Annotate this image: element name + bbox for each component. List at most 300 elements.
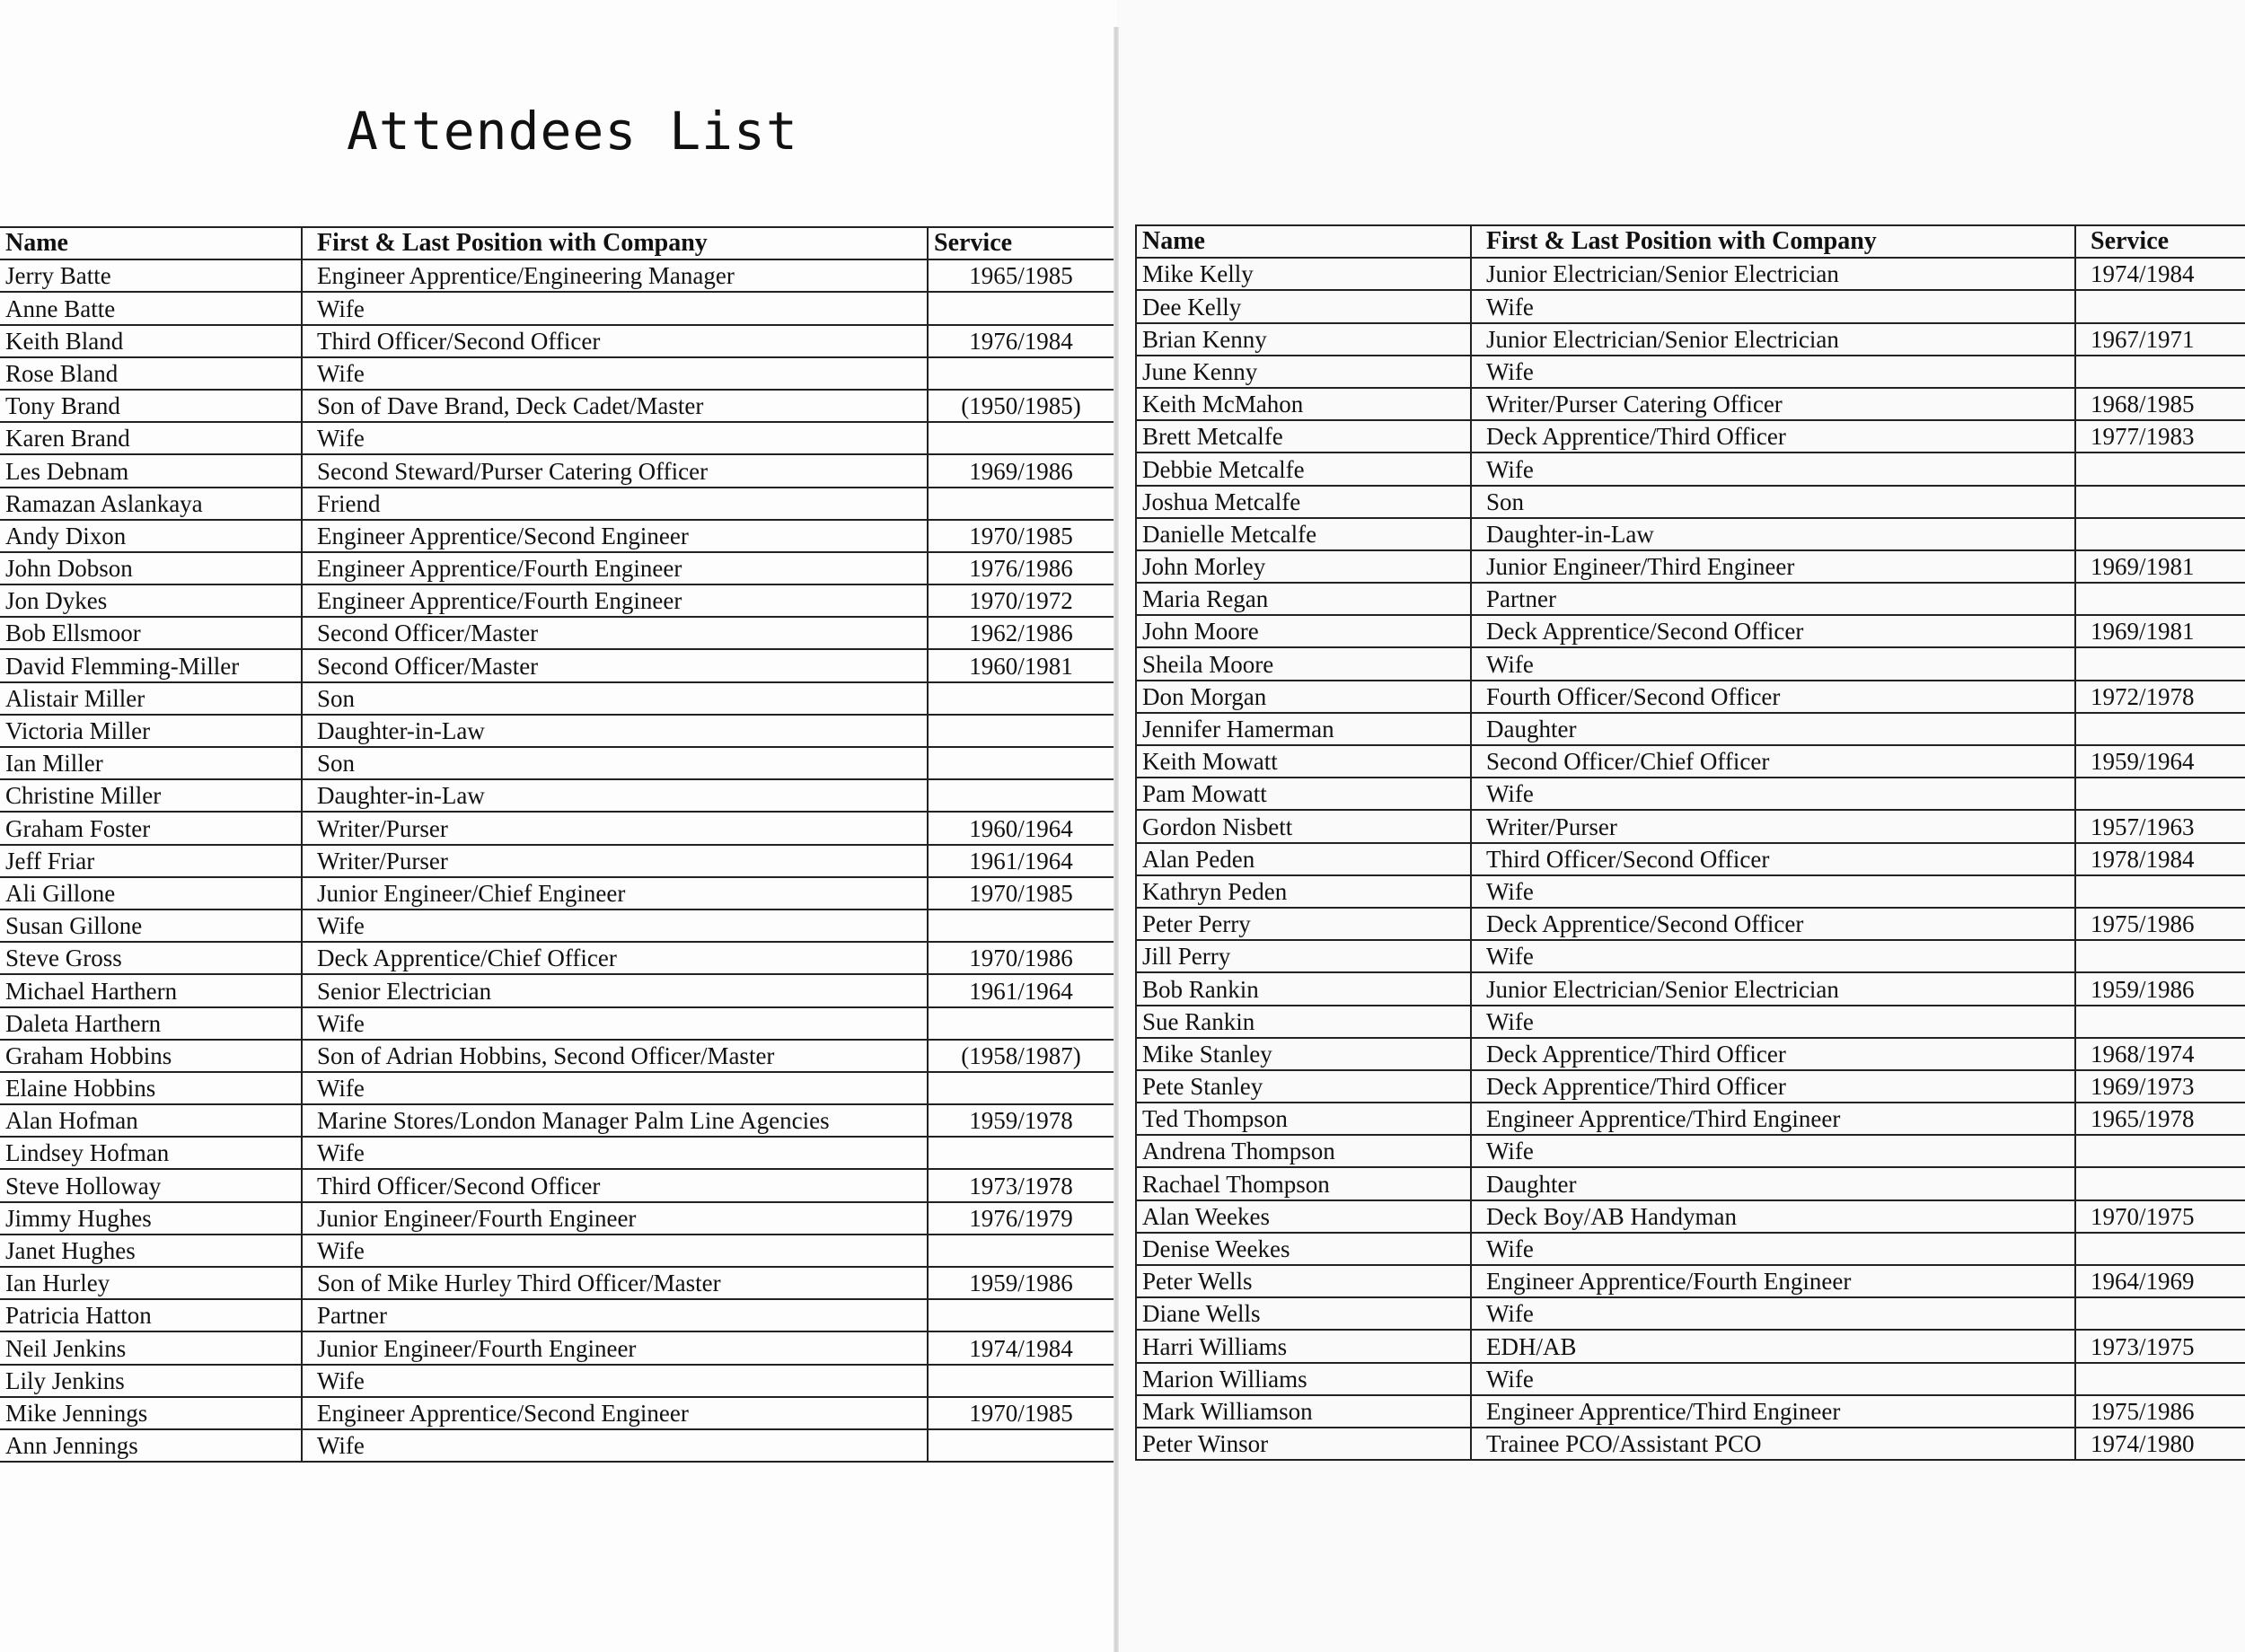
attendee-service: [2075, 1233, 2245, 1265]
table-row: [0, 617, 1114, 649]
attendee-position: Writer/Purser Catering Officer: [1471, 388, 2075, 420]
attendee-service: (1950/1985): [928, 390, 1114, 422]
table-header-row: [1136, 225, 2245, 258]
table-row: [1136, 778, 2245, 810]
table-row: [0, 520, 1114, 552]
attendee-position: Junior Engineer/Chief Engineer: [302, 877, 928, 909]
table-row: [1136, 420, 2245, 453]
attendee-name: Maria Regan: [1136, 583, 1471, 615]
attendee-position: Deck Apprentice/Third Officer: [1471, 1070, 2075, 1103]
attendee-position: Friend: [302, 488, 928, 520]
attendee-service: [2075, 1363, 2245, 1395]
attendee-name: Graham Hobbins: [0, 1040, 302, 1072]
attendee-position: Son of Mike Hurley Third Officer/Master: [302, 1267, 928, 1299]
attendee-service: [2075, 647, 2245, 680]
attendee-position: Engineer Apprentice/Fourth Engineer: [302, 552, 928, 584]
attendee-position: Wife: [302, 1365, 928, 1397]
attendee-service: [2075, 453, 2245, 485]
attendee-service: [928, 779, 1114, 812]
table-row: [1136, 1297, 2245, 1330]
attendee-name: Sue Rankin: [1136, 1006, 1471, 1038]
table-row: [0, 292, 1114, 324]
attendee-position: Second Officer/Master: [302, 617, 928, 649]
column-header-position: First & Last Position with Company: [1471, 225, 2075, 258]
table-row: [0, 259, 1114, 292]
attendee-service: 1978/1984: [2075, 843, 2245, 875]
attendee-position: Engineer Apprentice/Third Engineer: [1471, 1395, 2075, 1428]
attendee-service: [928, 747, 1114, 779]
attendee-name: Janet Hughes: [0, 1235, 302, 1267]
table-row: [1136, 908, 2245, 940]
attendee-position: Writer/Purser: [1471, 810, 2075, 842]
attendee-name: Kathryn Peden: [1136, 875, 1471, 908]
attendee-position: Junior Electrician/Senior Electrician: [1471, 323, 2075, 356]
attendee-service: [928, 909, 1114, 942]
attendee-service: [2075, 486, 2245, 518]
attendee-service: [2075, 356, 2245, 388]
table-row: [0, 1235, 1114, 1267]
attendee-position: Third Officer/Second Officer: [302, 1169, 928, 1201]
table-row: [0, 715, 1114, 747]
attendee-name: Alan Peden: [1136, 843, 1471, 875]
attendee-name: Brett Metcalfe: [1136, 420, 1471, 453]
attendee-position: Wife: [302, 909, 928, 942]
attendee-name: John Moore: [1136, 615, 1471, 647]
attendee-name: Steve Holloway: [0, 1169, 302, 1201]
table-row: [1136, 681, 2245, 713]
attendee-service: 1970/1985: [928, 520, 1114, 552]
table-row: [1136, 940, 2245, 972]
attendee-name: Elaine Hobbins: [0, 1072, 302, 1104]
attendee-name: Danielle Metcalfe: [1136, 518, 1471, 550]
attendees-table-left: [0, 226, 1114, 1463]
attendee-service: [928, 488, 1114, 520]
attendee-service: [928, 1429, 1114, 1462]
attendee-name: Rachael Thompson: [1136, 1167, 1471, 1199]
attendee-position: Partner: [302, 1299, 928, 1331]
attendee-name: Marion Williams: [1136, 1363, 1471, 1395]
attendee-name: Mike Stanley: [1136, 1038, 1471, 1070]
table-row: [1136, 810, 2245, 842]
table-row: [1136, 615, 2245, 647]
table-row: [0, 877, 1114, 909]
attendee-name: Brian Kenny: [1136, 323, 1471, 356]
table-row: [0, 974, 1114, 1006]
attendee-name: Diane Wells: [1136, 1297, 1471, 1330]
attendee-name: Jennifer Hamerman: [1136, 713, 1471, 745]
attendee-name: Gordon Nisbett: [1136, 810, 1471, 842]
attendee-position: Son: [302, 682, 928, 715]
attendee-name: Alistair Miller: [0, 682, 302, 715]
attendee-service: [928, 1299, 1114, 1331]
attendee-position: Junior Electrician/Senior Electrician: [1471, 258, 2075, 290]
attendee-service: [2075, 1006, 2245, 1038]
attendee-position: Wife: [1471, 1006, 2075, 1038]
attendee-position: Son of Adrian Hobbins, Second Officer/Master: [302, 1040, 928, 1072]
column-header-name: Name: [0, 227, 302, 259]
attendee-service: [2075, 290, 2245, 322]
attendee-service: [2075, 713, 2245, 745]
attendee-name: Denise Weekes: [1136, 1233, 1471, 1265]
attendee-service: 1959/1986: [2075, 972, 2245, 1005]
attendee-service: 1969/1981: [2075, 615, 2245, 647]
attendee-service: 1965/1985: [928, 259, 1114, 292]
attendee-service: 1970/1985: [928, 1397, 1114, 1429]
attendee-service: [2075, 778, 2245, 810]
table-row: [1136, 1167, 2245, 1199]
attendee-service: 1969/1981: [2075, 550, 2245, 583]
attendee-position: Wife: [302, 422, 928, 454]
attendee-name: Peter Winsor: [1136, 1428, 1471, 1460]
attendee-service: [928, 715, 1114, 747]
attendee-position: Senior Electrician: [302, 974, 928, 1006]
attendee-name: Debbie Metcalfe: [1136, 453, 1471, 485]
attendee-service: 1959/1978: [928, 1104, 1114, 1137]
attendee-position: Engineer Apprentice/Fourth Engineer: [302, 584, 928, 617]
attendee-service: [2075, 1297, 2245, 1330]
attendee-name: Andy Dixon: [0, 520, 302, 552]
attendee-position: Junior Engineer/Fourth Engineer: [302, 1331, 928, 1364]
table-row: [1136, 843, 2245, 875]
attendee-position: Wife: [302, 1072, 928, 1104]
book-gutter: [1114, 27, 1119, 1652]
attendee-service: 1970/1985: [928, 877, 1114, 909]
attendee-service: 1957/1963: [2075, 810, 2245, 842]
attendee-position: Writer/Purser: [302, 812, 928, 844]
attendee-service: 1972/1978: [2075, 681, 2245, 713]
attendee-position: Fourth Officer/Second Officer: [1471, 681, 2075, 713]
table-row: [1136, 1135, 2245, 1167]
table-header-row: [0, 227, 1114, 259]
attendee-position: Daughter-in-Law: [302, 715, 928, 747]
attendee-position: Engineer Apprentice/Second Engineer: [302, 1397, 928, 1429]
attendee-name: Bob Ellsmoor: [0, 617, 302, 649]
attendee-service: 1968/1985: [2075, 388, 2245, 420]
attendee-service: [928, 357, 1114, 390]
table-row: [0, 488, 1114, 520]
attendee-position: Second Officer/Chief Officer: [1471, 745, 2075, 778]
table-row: [0, 1429, 1114, 1462]
attendee-position: Deck Boy/AB Handyman: [1471, 1200, 2075, 1233]
table-row: [0, 1072, 1114, 1104]
table-row: [1136, 356, 2245, 388]
attendee-position: Deck Apprentice/Third Officer: [1471, 420, 2075, 453]
attendee-position: Wife: [302, 357, 928, 390]
attendee-service: 1965/1978: [2075, 1103, 2245, 1135]
attendee-service: [928, 292, 1114, 324]
attendee-name: John Morley: [1136, 550, 1471, 583]
attendee-position: Engineer Apprentice/Second Engineer: [302, 520, 928, 552]
attendee-position: Wife: [1471, 647, 2075, 680]
attendee-name: Ann Jennings: [0, 1429, 302, 1462]
table-row: [1136, 583, 2245, 615]
table-row: [1136, 323, 2245, 356]
attendee-position: Second Steward/Purser Catering Officer: [302, 454, 928, 487]
attendee-position: Engineer Apprentice/Fourth Engineer: [1471, 1265, 2075, 1297]
attendee-position: Third Officer/Second Officer: [1471, 843, 2075, 875]
table-row: [0, 845, 1114, 877]
attendee-service: 1960/1964: [928, 812, 1114, 844]
attendee-position: Wife: [302, 292, 928, 324]
attendee-service: 1967/1971: [2075, 323, 2245, 356]
attendee-position: Wife: [302, 1429, 928, 1462]
attendee-name: Graham Foster: [0, 812, 302, 844]
table-row: [0, 1331, 1114, 1364]
attendee-position: Wife: [1471, 290, 2075, 322]
attendee-service: [928, 1365, 1114, 1397]
attendee-service: 1974/1980: [2075, 1428, 2245, 1460]
attendee-service: 1961/1964: [928, 845, 1114, 877]
table-row: [0, 584, 1114, 617]
column-header-service: Service: [2075, 225, 2245, 258]
attendee-name: Michael Harthern: [0, 974, 302, 1006]
table-row: [0, 357, 1114, 390]
attendee-service: [928, 1137, 1114, 1169]
attendee-position: Daughter-in-Law: [1471, 518, 2075, 550]
attendee-name: Peter Wells: [1136, 1265, 1471, 1297]
attendee-position: Second Officer/Master: [302, 649, 928, 681]
table-row: [0, 682, 1114, 715]
attendee-name: Neil Jenkins: [0, 1331, 302, 1364]
table-row: [0, 779, 1114, 812]
attendee-name: Tony Brand: [0, 390, 302, 422]
attendee-position: Junior Engineer/Third Engineer: [1471, 550, 2075, 583]
attendee-service: [928, 1007, 1114, 1040]
attendee-name: Dee Kelly: [1136, 290, 1471, 322]
table-row: [1136, 518, 2245, 550]
attendee-position: Wife: [1471, 1297, 2075, 1330]
table-row: [0, 1365, 1114, 1397]
attendee-service: [928, 1072, 1114, 1104]
attendees-table-right: [1135, 224, 2245, 1461]
attendee-service: [2075, 940, 2245, 972]
attendee-service: (1958/1987): [928, 1040, 1114, 1072]
table-row: [1136, 388, 2245, 420]
attendee-position: Wife: [1471, 1233, 2075, 1265]
table-row: [0, 1267, 1114, 1299]
attendee-name: Karen Brand: [0, 422, 302, 454]
attendee-service: 1973/1978: [928, 1169, 1114, 1201]
table-row: [1136, 1363, 2245, 1395]
attendee-name: Sheila Moore: [1136, 647, 1471, 680]
attendee-service: 1975/1986: [2075, 1395, 2245, 1428]
table-row: [0, 422, 1114, 454]
attendee-service: 1976/1986: [928, 552, 1114, 584]
table-row: [0, 1202, 1114, 1235]
attendee-service: 1977/1983: [2075, 420, 2245, 453]
table-row: [0, 942, 1114, 974]
attendee-position: Engineer Apprentice/Third Engineer: [1471, 1103, 2075, 1135]
attendee-service: 1962/1986: [928, 617, 1114, 649]
attendee-position: Wife: [1471, 940, 2075, 972]
attendee-service: 1970/1972: [928, 584, 1114, 617]
attendee-name: Steve Gross: [0, 942, 302, 974]
attendee-name: Don Morgan: [1136, 681, 1471, 713]
table-row: [0, 390, 1114, 422]
table-row: [0, 649, 1114, 681]
attendee-service: [2075, 875, 2245, 908]
table-row: [1136, 1070, 2245, 1103]
attendee-service: 1974/1984: [928, 1331, 1114, 1364]
attendee-position: Trainee PCO/Assistant PCO: [1471, 1428, 2075, 1460]
attendee-service: 1969/1973: [2075, 1070, 2245, 1103]
attendee-name: Joshua Metcalfe: [1136, 486, 1471, 518]
attendee-position: Deck Apprentice/Third Officer: [1471, 1038, 2075, 1070]
table-row: [0, 1397, 1114, 1429]
column-header-position: First & Last Position with Company: [302, 227, 928, 259]
attendee-position: Wife: [1471, 453, 2075, 485]
table-row: [1136, 453, 2245, 485]
attendee-service: 1970/1975: [2075, 1200, 2245, 1233]
attendee-position: Engineer Apprentice/Engineering Manager: [302, 259, 928, 292]
table-row: [1136, 647, 2245, 680]
attendee-position: EDH/AB: [1471, 1330, 2075, 1362]
attendee-position: Deck Apprentice/Chief Officer: [302, 942, 928, 974]
attendee-name: Bob Rankin: [1136, 972, 1471, 1005]
attendee-name: Lily Jenkins: [0, 1365, 302, 1397]
attendee-name: Victoria Miller: [0, 715, 302, 747]
attendee-position: Wife: [1471, 1363, 2075, 1395]
attendee-name: Pam Mowatt: [1136, 778, 1471, 810]
attendee-position: Junior Electrician/Senior Electrician: [1471, 972, 2075, 1005]
table-row: [1136, 290, 2245, 322]
attendee-service: 1973/1975: [2075, 1330, 2245, 1362]
attendee-position: Daughter: [1471, 1167, 2075, 1199]
attendee-name: Jon Dykes: [0, 584, 302, 617]
attendee-position: Son: [1471, 486, 2075, 518]
attendee-name: Jeff Friar: [0, 845, 302, 877]
table-row: [0, 1007, 1114, 1040]
attendee-name: Daleta Harthern: [0, 1007, 302, 1040]
attendee-name: Mark Williamson: [1136, 1395, 1471, 1428]
table-row: [1136, 1103, 2245, 1135]
table-row: [0, 1169, 1114, 1201]
attendee-position: Wife: [1471, 356, 2075, 388]
table-row: [1136, 1330, 2245, 1362]
attendee-position: Daughter: [1471, 713, 2075, 745]
attendee-name: Ted Thompson: [1136, 1103, 1471, 1135]
attendee-position: Wife: [1471, 778, 2075, 810]
attendee-service: [2075, 583, 2245, 615]
attendee-position: Deck Apprentice/Second Officer: [1471, 908, 2075, 940]
attendee-name: Keith Bland: [0, 325, 302, 357]
column-header-service: Service: [928, 227, 1114, 259]
attendee-name: Mike Kelly: [1136, 258, 1471, 290]
attendee-name: Mike Jennings: [0, 1397, 302, 1429]
attendee-name: John Dobson: [0, 552, 302, 584]
table-row: [1136, 486, 2245, 518]
table-row: [1136, 550, 2245, 583]
attendee-service: [2075, 1167, 2245, 1199]
attendee-service: 1970/1986: [928, 942, 1114, 974]
attendee-name: Keith McMahon: [1136, 388, 1471, 420]
attendee-name: David Flemming-Miller: [0, 649, 302, 681]
attendee-service: 1964/1969: [2075, 1265, 2245, 1297]
attendee-position: Marine Stores/London Manager Palm Line Agencies: [302, 1104, 928, 1137]
table-row: [1136, 875, 2245, 908]
table-row: [0, 909, 1114, 942]
attendee-name: Jill Perry: [1136, 940, 1471, 972]
attendee-name: Alan Weekes: [1136, 1200, 1471, 1233]
attendee-service: 1976/1984: [928, 325, 1114, 357]
attendee-position: Daughter-in-Law: [302, 779, 928, 812]
attendee-service: [928, 1235, 1114, 1267]
attendee-service: [928, 682, 1114, 715]
attendee-position: Wife: [302, 1007, 928, 1040]
table-row: [1136, 258, 2245, 290]
table-row: [0, 1040, 1114, 1072]
attendee-service: 1969/1986: [928, 454, 1114, 487]
column-header-name: Name: [1136, 225, 1471, 258]
attendee-position: Writer/Purser: [302, 845, 928, 877]
attendee-service: 1975/1986: [2075, 908, 2245, 940]
attendee-position: Son of Dave Brand, Deck Cadet/Master: [302, 390, 928, 422]
attendee-service: [2075, 1135, 2245, 1167]
attendee-position: Wife: [302, 1137, 928, 1169]
attendee-position: Deck Apprentice/Second Officer: [1471, 615, 2075, 647]
attendee-position: Third Officer/Second Officer: [302, 325, 928, 357]
attendee-position: Junior Engineer/Fourth Engineer: [302, 1202, 928, 1235]
attendee-service: 1974/1984: [2075, 258, 2245, 290]
attendee-service: 1961/1964: [928, 974, 1114, 1006]
table-row: [0, 1104, 1114, 1137]
table-row: [1136, 1233, 2245, 1265]
table-row: [0, 454, 1114, 487]
attendee-name: Pete Stanley: [1136, 1070, 1471, 1103]
attendee-name: Jimmy Hughes: [0, 1202, 302, 1235]
table-row: [1136, 1200, 2245, 1233]
attendee-name: Rose Bland: [0, 357, 302, 390]
table-row: [0, 747, 1114, 779]
attendee-service: [928, 422, 1114, 454]
attendee-position: Partner: [1471, 583, 2075, 615]
table-row: [1136, 745, 2245, 778]
attendee-name: June Kenny: [1136, 356, 1471, 388]
attendee-name: Harri Williams: [1136, 1330, 1471, 1362]
table-row: [1136, 1265, 2245, 1297]
attendee-service: 1959/1964: [2075, 745, 2245, 778]
attendee-name: Ali Gillone: [0, 877, 302, 909]
table-row: [1136, 1395, 2245, 1428]
table-row: [1136, 972, 2245, 1005]
page-title: Attendees List: [347, 101, 798, 162]
attendee-name: Lindsey Hofman: [0, 1137, 302, 1169]
attendee-name: Keith Mowatt: [1136, 745, 1471, 778]
attendee-name: Alan Hofman: [0, 1104, 302, 1137]
attendee-name: Anne Batte: [0, 292, 302, 324]
attendee-service: 1976/1979: [928, 1202, 1114, 1235]
attendee-service: 1968/1974: [2075, 1038, 2245, 1070]
attendee-name: Ramazan Aslankaya: [0, 488, 302, 520]
table-row: [0, 1299, 1114, 1331]
attendee-service: 1959/1986: [928, 1267, 1114, 1299]
attendee-position: Wife: [1471, 1135, 2075, 1167]
table-row: [0, 812, 1114, 844]
table-row: [0, 325, 1114, 357]
attendee-name: Susan Gillone: [0, 909, 302, 942]
table-row: [1136, 1428, 2245, 1460]
attendee-name: Ian Miller: [0, 747, 302, 779]
attendee-position: Son: [302, 747, 928, 779]
table-row: [0, 552, 1114, 584]
attendee-name: Andrena Thompson: [1136, 1135, 1471, 1167]
attendee-name: Peter Perry: [1136, 908, 1471, 940]
attendee-position: Wife: [1471, 875, 2075, 908]
attendee-name: Jerry Batte: [0, 259, 302, 292]
attendee-service: [2075, 518, 2245, 550]
table-row: [1136, 713, 2245, 745]
table-row: [1136, 1038, 2245, 1070]
